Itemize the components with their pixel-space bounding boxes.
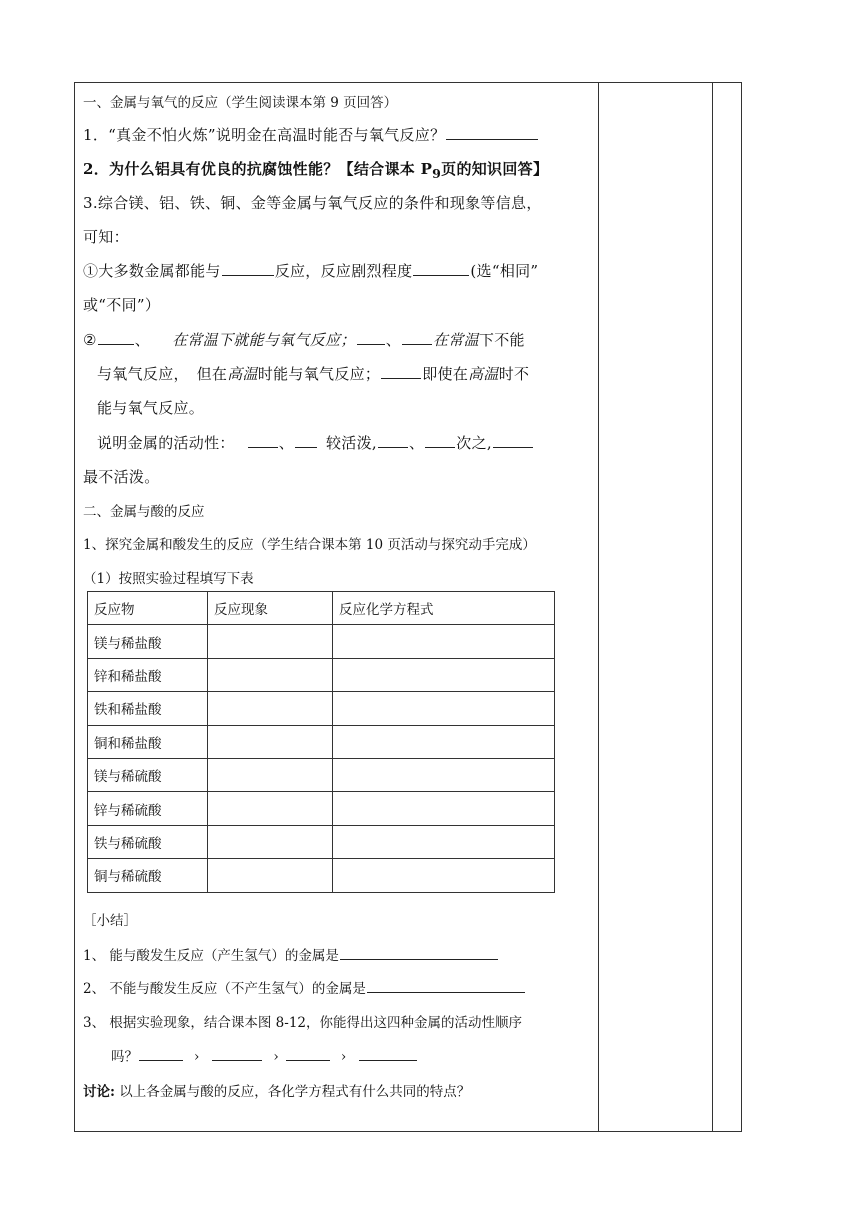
experiment-table [87, 591, 555, 893]
table-row [88, 692, 555, 725]
answer-blank[interactable] [359, 1046, 417, 1061]
summary-2: 2、 不能与酸发生反应（不产生氢气）的金属是 [83, 977, 526, 997]
column-divider-2 [712, 83, 713, 1131]
item-2-line2: 与氧气反应， 但在高温时能与氧气反应； 即使在高温时不 [97, 365, 530, 383]
column-divider-1 [598, 83, 599, 1131]
table-row [88, 658, 555, 691]
reactant-cell: 铜与稀硫酸 [88, 859, 208, 892]
phenomenon-cell[interactable] [208, 658, 333, 691]
table-row [88, 625, 555, 658]
item-2-line3: 能与氧气反应。 [97, 399, 205, 417]
reactant-cell: 镁与稀硫酸 [88, 758, 208, 791]
activity-line2: 最不活泼。 [83, 468, 160, 486]
equation-cell[interactable] [333, 658, 555, 691]
answer-blank[interactable] [340, 945, 498, 960]
answer-blank[interactable] [222, 261, 274, 276]
reactant-cell: 铁与稀硫酸 [88, 825, 208, 858]
equation-cell[interactable] [333, 859, 555, 892]
phenomenon-cell[interactable] [208, 625, 333, 658]
summary-1: 1、 能与酸发生反应（产生氢气）的金属是 [83, 944, 499, 964]
reactant-cell: 铁和稀盐酸 [88, 692, 208, 725]
section2-sub1: 1、探究金属和酸发生的反应（学生结合课本第 10 页活动与探究动手完成） [83, 537, 536, 553]
section2-sub1-1: （1）按照实验过程填写下表 [83, 571, 254, 587]
table-row [88, 758, 555, 791]
item-2-line1: ② 、 在常温下就能与氧气反应； 、 在常温下不能 [83, 331, 525, 349]
answer-blank[interactable] [98, 330, 134, 345]
answer-blank[interactable] [378, 433, 408, 448]
phenomenon-cell[interactable] [208, 859, 333, 892]
answer-blank[interactable] [493, 433, 533, 448]
table-row [88, 859, 555, 892]
summary-label: ［小结］ [83, 913, 137, 929]
answer-blank[interactable] [286, 1046, 330, 1061]
answer-blank[interactable] [212, 1046, 262, 1061]
phenomenon-cell[interactable] [208, 692, 333, 725]
answer-blank[interactable] [446, 125, 538, 140]
table-header-cell: 反应现象 [208, 592, 333, 625]
answer-blank[interactable] [139, 1046, 183, 1061]
discussion: 讨论: 以上各金属与酸的反应，各化学方程式有什么共同的特点？ [83, 1084, 471, 1100]
phenomenon-cell[interactable] [208, 725, 333, 758]
answer-blank[interactable] [413, 261, 469, 276]
question-1: 1．“真金不怕火炼”说明金在高温时能否与氧气反应？ [83, 124, 539, 145]
equation-cell[interactable] [333, 692, 555, 725]
answer-blank[interactable] [295, 433, 317, 448]
table-header-cell: 反应物 [88, 592, 208, 625]
answer-blank[interactable] [367, 978, 525, 993]
answer-blank[interactable] [357, 330, 385, 345]
summary-3-line1: 3、 根据实验现象，结合课本图 8-12，你能得出这四种金属的活动性顺序 [83, 1015, 522, 1031]
item-1-line2: 或“不同”） [83, 296, 161, 314]
reactant-cell: 镁与稀盐酸 [88, 625, 208, 658]
equation-cell[interactable] [333, 825, 555, 858]
equation-cell[interactable] [333, 725, 555, 758]
activity-line: 说明金属的活动性： 、 较活泼, 、 次之, [97, 432, 534, 453]
section1-heading: 一、金属与氧气的反应（学生阅读课本第 9 页回答） [83, 95, 398, 111]
answer-blank[interactable] [402, 330, 432, 345]
answer-blank[interactable] [381, 364, 421, 379]
question-3-line1: 3.综合镁、铝、铁、铜、金等金属与氧气反应的条件和现象等信息， [83, 194, 542, 212]
equation-cell[interactable] [333, 792, 555, 825]
equation-cell[interactable] [333, 625, 555, 658]
question-2: 2．为什么铝具有优良的抗腐蚀性能？【结合课本 $P_9$页的知识回答】 [83, 160, 549, 181]
worksheet-frame [74, 82, 742, 1132]
reactant-cell: 锌与稀硫酸 [88, 792, 208, 825]
table-header-cell: 反应化学方程式 [333, 592, 555, 625]
section2-heading: 二、金属与酸的反应 [83, 504, 205, 520]
question-3-line2: 可知： [83, 228, 129, 246]
phenomenon-cell[interactable] [208, 792, 333, 825]
table-row [88, 725, 555, 758]
reactant-cell: 铜和稀盐酸 [88, 725, 208, 758]
summary-3-line2: 吗？ › › › [111, 1045, 418, 1065]
answer-blank[interactable] [425, 433, 455, 448]
table-row [88, 792, 555, 825]
phenomenon-cell[interactable] [208, 825, 333, 858]
table-row [88, 825, 555, 858]
reactant-cell: 锌和稀盐酸 [88, 658, 208, 691]
item-1-line1: ①大多数金属都能与 反应，反应剧烈程度 (选“相同” [83, 262, 539, 280]
answer-blank[interactable] [248, 433, 278, 448]
equation-cell[interactable] [333, 758, 555, 791]
table-header-row [88, 592, 555, 625]
phenomenon-cell[interactable] [208, 758, 333, 791]
